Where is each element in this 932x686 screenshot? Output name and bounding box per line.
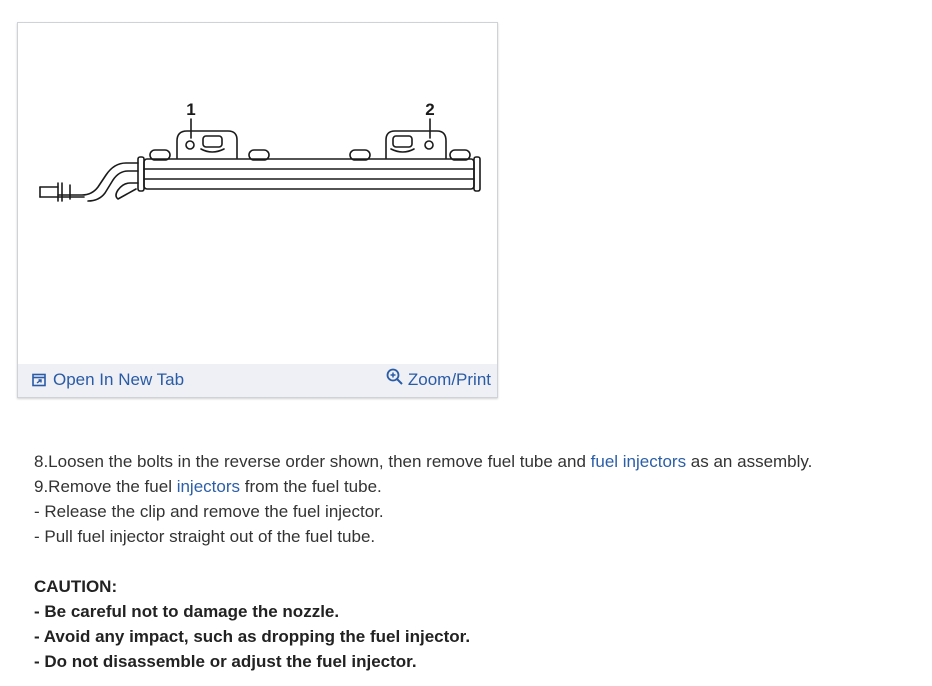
step-9-suffix: from the fuel tube. xyxy=(240,477,382,496)
open-in-new-tab-label: Open In New Tab xyxy=(53,370,185,389)
fuel-rail-diagram xyxy=(18,23,497,363)
spacer xyxy=(34,549,914,574)
zoom-print-label: Zoom/Print xyxy=(407,370,491,389)
open-new-tab-icon xyxy=(32,373,53,387)
callout-2: 2 xyxy=(425,100,435,119)
figure-toolbar xyxy=(18,364,497,397)
step-8 xyxy=(34,449,914,474)
caution-item: - Avoid any impact, such as dropping the fuel injector. xyxy=(34,627,471,646)
fuel-injectors-link[interactable]: fuel injectors xyxy=(590,452,687,471)
zoom-print-button[interactable] xyxy=(386,370,491,390)
sub-step-pull-injector: - Pull fuel injector straight out of the fuel tube. xyxy=(34,527,376,546)
instructions-text xyxy=(34,449,914,674)
caution-item: - Do not disassemble or adjust the fuel injector. xyxy=(34,652,417,671)
caution-heading: CAUTION: xyxy=(34,577,118,596)
zoom-in-icon xyxy=(386,374,408,386)
step-8-text: 8.Loosen the bolts in the reverse order shown, then remove fuel tube and xyxy=(34,452,591,471)
step-8-suffix: as an assembly. xyxy=(686,452,813,471)
callout-1: 1 xyxy=(186,100,196,119)
caution-item: - Be careful not to damage the nozzle. xyxy=(34,602,340,621)
step-9-text: 9.Remove the fuel xyxy=(34,477,177,496)
step-9 xyxy=(34,474,914,499)
injectors-link[interactable]: injectors xyxy=(176,477,241,496)
open-in-new-tab-button[interactable] xyxy=(32,370,184,390)
sub-step-release-clip: - Release the clip and remove the fuel injector. xyxy=(34,502,384,521)
figure-card xyxy=(17,22,498,398)
